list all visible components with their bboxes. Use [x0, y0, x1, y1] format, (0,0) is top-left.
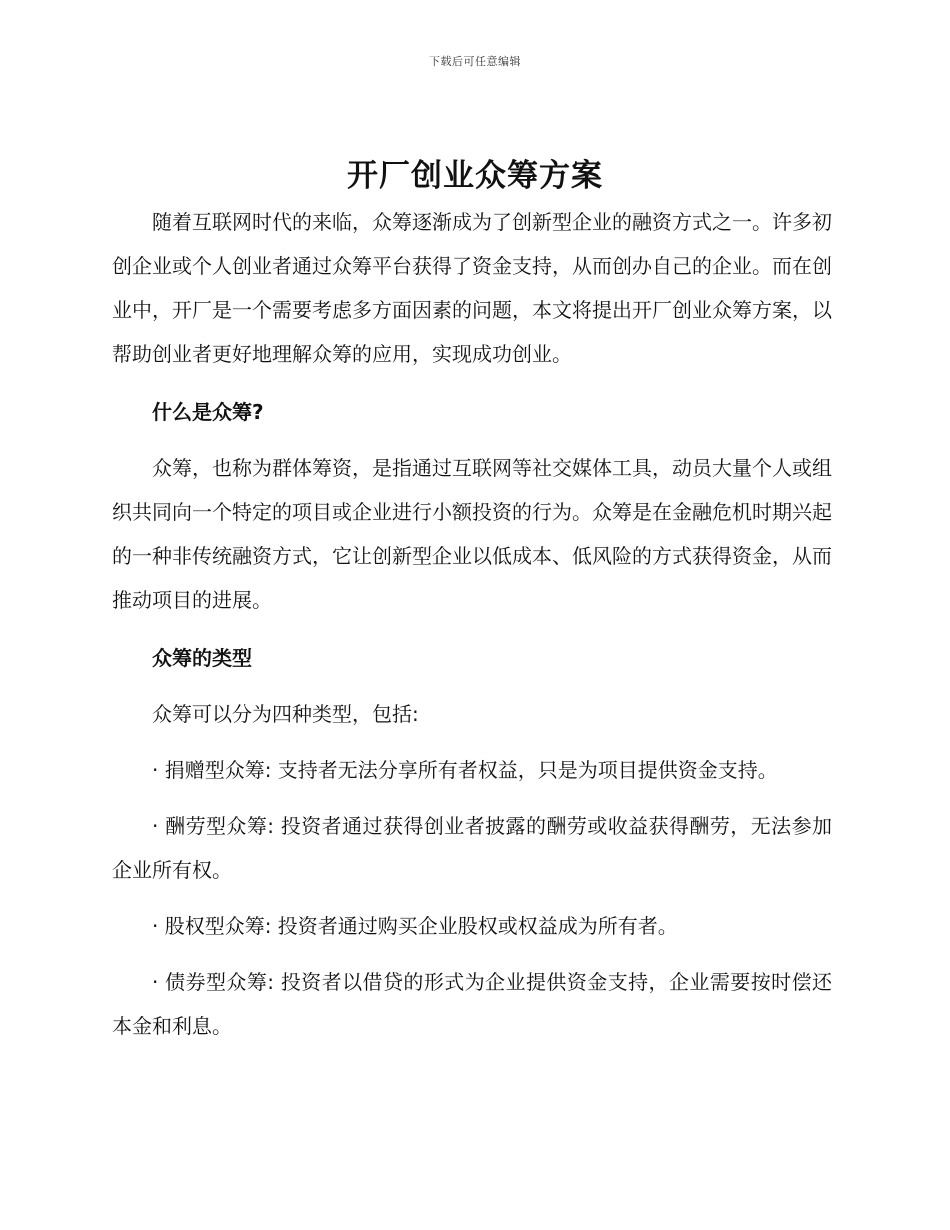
document-body [112, 200, 832, 1048]
section-paragraph-what-is-crowdfunding: 众筹，也称为群体筹资，是指通过互联网等社交媒体工具，动员大量个人或组织共同向一个特定的项目或企业进行小额投资的行为。众筹是在金融危机时期兴起的一种非传统融资方式，它让创新型企业以低成本、低风险的方式获得资金，从而推动项目的进展。 [112, 456, 832, 612]
document-title: 开厂创业众筹方案 [347, 158, 603, 194]
types-lead-paragraph: 众筹可以分为四种类型，包括: [152, 702, 419, 726]
type-item-donation: · 捐赠型众筹: 支持者无法分享所有者权益，只是为项目提供资金支持。 [152, 758, 778, 782]
header-note: 下载后可任意编辑 [429, 55, 521, 68]
section-heading-what-is-crowdfunding: 什么是众筹? [152, 400, 264, 424]
section-heading-crowdfunding-types: 众筹的类型 [152, 646, 252, 670]
type-item-equity: · 股权型众筹: 投资者通过购买企业股权或权益成为所有者。 [152, 914, 678, 938]
type-item-debt: · 债券型众筹: 投资者以借贷的形式为企业提供资金支持，企业需要按时偿还本金和利息。 [112, 970, 832, 1038]
type-item-reward: · 酬劳型众筹: 投资者通过获得创业者披露的酬劳或收益获得酬劳，无法参加企业所有权。 [112, 814, 832, 882]
intro-paragraph: 随着互联网时代的来临，众筹逐渐成为了创新型企业的融资方式之一。许多初创企业或个人创业者通过众筹平台获得了资金支持，从而创办自己的企业。而在创业中，开厂是一个需要考虑多方面因素的问题，本文将提出开厂创业众筹方案，以帮助创业者更好地理解众筹的应用，实现成功创业。 [112, 210, 832, 366]
